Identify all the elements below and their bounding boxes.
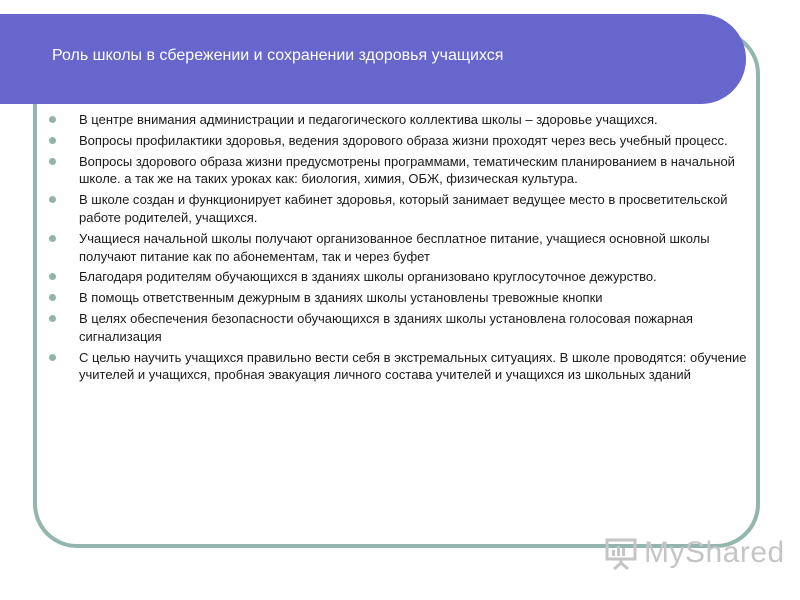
bullet-list	[48, 111, 754, 387]
bullet-text: Учащиеся начальной школы получают организованное бесплатное питание, учащиеся основной школы получают питание как по абонементам, так и через буфет	[79, 230, 710, 264]
bullet-icon	[49, 294, 56, 301]
watermark-text: MyShared	[644, 536, 785, 569]
bullet-icon	[49, 158, 56, 165]
title-underline	[38, 104, 706, 107]
bullet-text: В школе создан и функционирует кабинет здоровья, который занимает ведущее место в просветительской работе родителей, учащихся.	[79, 192, 728, 225]
list-item	[48, 191, 754, 227]
list-item	[48, 230, 754, 266]
list-item	[48, 268, 754, 286]
list-item	[48, 132, 754, 150]
list-item	[48, 153, 754, 189]
watermark	[604, 536, 785, 570]
bullet-icon	[49, 137, 56, 144]
bullet-icon	[49, 235, 56, 242]
bullet-icon	[49, 315, 56, 322]
list-item	[48, 310, 754, 346]
bullet-text: В помощь ответственным дежурным в зданиях школы установлены тревожные кнопки	[79, 290, 603, 306]
bullet-text: Благодаря родителям обучающихся в зданиях школы организовано круглосуточное дежурство.	[79, 269, 657, 285]
presentation-board-icon	[604, 536, 638, 570]
bullet-text: В центре внимания администрации и педагогического коллектива школы – здоровье учащихся.	[79, 112, 658, 127]
bullet-icon	[49, 196, 56, 203]
bullet-text: В целях обеспечения безопасности обучающихся в зданиях школы установлена голосовая пожарная сигнализация	[79, 310, 693, 344]
list-item	[48, 349, 754, 385]
bullet-text: С целью научить учащихся правильно вести себя в экстремальных ситуациях. В школе проводятся: обучение учителей и учащихся, пробная эвакуация личного состава учителей и учащихся из школьных зданий	[79, 349, 747, 383]
bullet-icon	[49, 273, 56, 280]
bullet-text: Вопросы профилактики здоровья, ведения здорового образа жизни проходят через весь учебный процесс.	[79, 132, 728, 148]
list-item	[48, 111, 754, 129]
bullet-text: Вопросы здорового образа жизни предусмотрены программами, тематическим планированием в начальной школе. а так же на таких уроках как: биология, химия, ОБЖ, физическая культура.	[79, 153, 735, 187]
bullet-icon	[49, 354, 56, 361]
bullet-icon	[49, 116, 56, 123]
slide-title: Роль школы в сбережении и сохранении здоровья учащихся	[52, 47, 504, 64]
list-item	[48, 289, 754, 307]
